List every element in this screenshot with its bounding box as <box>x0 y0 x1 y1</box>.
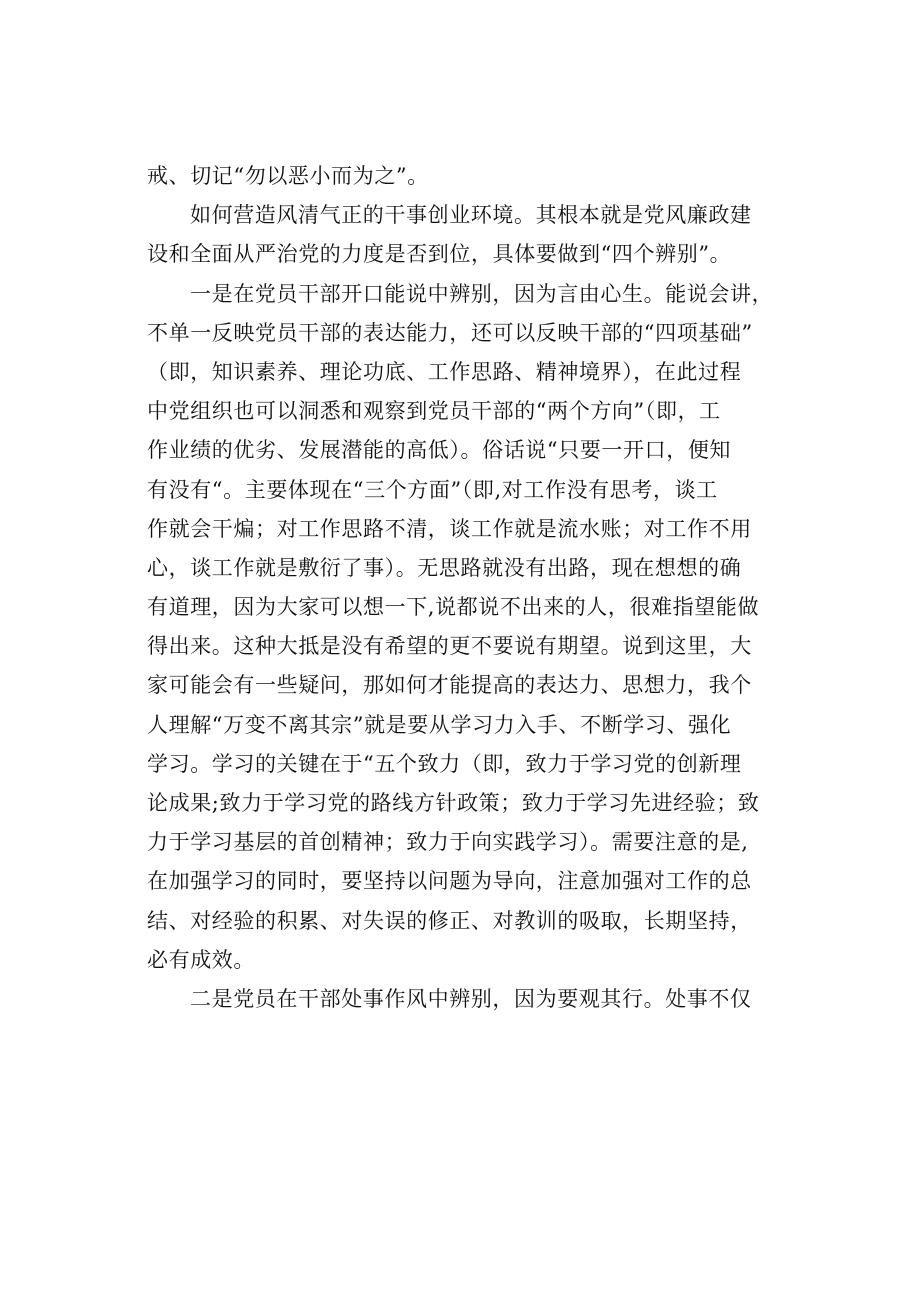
text-line: 家可能会有一些疑问，那如何才能提高的表达力、思想力，我个 <box>147 673 752 698</box>
text-line: 不单一反映党员干部的表达能力，还可以反映干部的“四项基础” <box>147 320 753 345</box>
text-line: 得出来。这种大抵是没有希望的更不要说有期望。说到这里，大 <box>147 634 752 659</box>
text-line: 论成果;致力于学习党的路线方针政策；致力于学习先进经验；致 <box>147 791 760 815</box>
text-line: 作就会干煸；对工作思路不清，谈工作就是流水账；对工作不用 <box>147 516 752 541</box>
paragraph-start-line: 如何营造风清气正的干事创业环境。其根本就是党风廉政建 <box>190 203 752 228</box>
text-line: 必有成效。 <box>147 947 255 972</box>
text-line: （即，知识素养、理论功底、工作思路、精神境界），在此过程 <box>147 359 742 384</box>
text-line: 力于学习基层的首创精神；致力于向实践学习）。需要注意的是, <box>147 830 749 855</box>
text-line: 设和全面从严治党的力度是否到位，具体要做到“四个辨别”。 <box>147 242 732 267</box>
text-line: 在加强学习的同时，要坚持以问题为导向，注意加强对工作的总 <box>147 869 752 894</box>
text-line: 结、对经验的积累、对失误的修正、对教训的吸取，长期坚持， <box>147 908 752 933</box>
text-line: 有道理，因为大家可以想一下,说都说不出来的人，很难指望能做 <box>147 595 760 620</box>
text-line: 戒、切记“勿以恶小而为之”。 <box>147 164 429 188</box>
text-line: 作业绩的优劣、发展潜能的高低）。俗话说“只要一开口，便知 <box>147 438 732 463</box>
text-line: 有没有“。主要体现在“三个方面”（即,对工作没有思考，谈工 <box>147 477 718 502</box>
paragraph-start-line: 二是党员在干部处事作风中辨别，因为要观其行。处事不仅 <box>190 986 752 1011</box>
body-text <box>147 157 797 1019</box>
paragraph-start-line: 一是在党员干部开口能说中辨别，因为言由心生。能说会讲， <box>190 281 774 306</box>
text-line: 心，谈工作就是敷衍了事）。无思路就没有出路，现在想想的确 <box>147 555 742 580</box>
text-line: 人理解“万变不离其宗”就是要从学习力入手、不断学习、强化 <box>147 712 732 737</box>
text-line: 中党组织也可以洞悉和观察到党员干部的“两个方向”（即，工 <box>147 399 721 424</box>
text-line: 学习。学习的关键在于“五个致力（即，致力于学习党的创新理 <box>147 751 742 776</box>
